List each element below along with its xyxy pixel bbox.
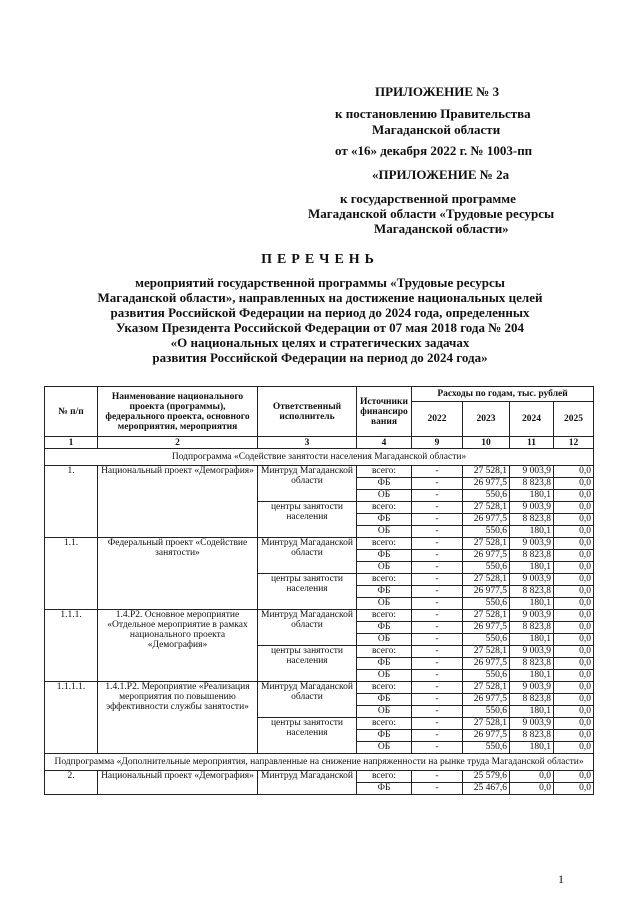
header-year: 2024 (510, 402, 554, 437)
value-cell: 9 003,9 (510, 718, 554, 730)
item-executor: центры занятости населения (258, 574, 357, 610)
header-source: Источники финансиро вания (357, 387, 412, 437)
header-year: 2022 (412, 402, 463, 437)
value-cell: - (412, 586, 463, 598)
appendix2-heading: «ПРИЛОЖЕНИЕ № 2а (372, 167, 510, 182)
value-cell: 26 977,5 (463, 478, 510, 490)
value-cell: 0,0 (554, 586, 594, 598)
value-cell: 180,1 (510, 598, 554, 610)
source-cell: всего: (357, 646, 412, 658)
document-subtitle (40, 275, 600, 365)
source-cell: ФБ (357, 658, 412, 670)
value-cell: 550,6 (463, 598, 510, 610)
value-cell: 26 977,5 (463, 514, 510, 526)
item-name: Национальный проект «Демография» (98, 466, 258, 538)
value-cell: 27 528,1 (463, 574, 510, 586)
value-cell: - (412, 562, 463, 574)
header-expenses: Расходы по годам, тыс. рублей (412, 387, 594, 402)
table-row (45, 771, 594, 783)
value-cell: 0,0 (554, 646, 594, 658)
program-line-2: Магаданской области «Трудовые ресурсы (308, 206, 555, 221)
value-cell: 550,6 (463, 526, 510, 538)
value-cell: - (412, 478, 463, 490)
value-cell: 0,0 (554, 730, 594, 742)
subprogram-row (45, 449, 594, 466)
value-cell: 8 823,8 (510, 622, 554, 634)
source-cell: ФБ (357, 730, 412, 742)
source-cell: всего: (357, 538, 412, 550)
source-cell: всего: (357, 610, 412, 622)
items-body (45, 466, 594, 754)
program-line-3: Магаданской области» (374, 221, 509, 236)
value-cell: 27 528,1 (463, 502, 510, 514)
value-cell: 27 528,1 (463, 682, 510, 694)
source-cell: ОБ (357, 598, 412, 610)
column-number: 4 (357, 437, 412, 449)
value-cell: 0,0 (554, 742, 594, 754)
table-row (45, 682, 594, 694)
value-cell: - (412, 718, 463, 730)
value-cell: 180,1 (510, 562, 554, 574)
value-cell: 0,0 (554, 526, 594, 538)
column-number: 1 (45, 437, 98, 449)
value-cell: 8 823,8 (510, 514, 554, 526)
value-cell: 0,0 (554, 682, 594, 694)
value-cell: - (412, 574, 463, 586)
table-header-row (45, 387, 594, 402)
value-cell: 0,0 (554, 562, 594, 574)
value-cell: - (412, 682, 463, 694)
value-cell: 180,1 (510, 526, 554, 538)
source-cell: всего: (357, 466, 412, 478)
value-cell: 27 528,1 (463, 610, 510, 622)
value-cell: 8 823,8 (510, 658, 554, 670)
value-cell: 550,6 (463, 562, 510, 574)
value-cell: 25 467,6 (463, 783, 510, 795)
value-cell: 26 977,5 (463, 586, 510, 598)
value-cell: 26 977,5 (463, 658, 510, 670)
item-num: 2. (45, 771, 98, 795)
item-executor: центры занятости населения (258, 718, 357, 754)
value-cell: 0,0 (554, 478, 594, 490)
subtitle-line: развития Российской Федерации на период до 2024 года, определенных (110, 305, 530, 320)
source-cell: всего: (357, 574, 412, 586)
decree-date-line: от «16» декабря 2022 г. № 1003-пп (335, 143, 533, 158)
column-number: 3 (258, 437, 357, 449)
source-cell: всего: (357, 718, 412, 730)
value-cell: 0,0 (554, 538, 594, 550)
subtitle-line: мероприятий государственной программы «Трудовые ресурсы (135, 275, 505, 290)
source-cell: всего: (357, 771, 412, 783)
item-num: 1.1.1.1. (45, 682, 98, 754)
value-cell: 0,0 (554, 718, 594, 730)
value-cell: 0,0 (554, 502, 594, 514)
value-cell: 0,0 (554, 550, 594, 562)
decree-line-1: к постановлению Правительства (335, 106, 531, 121)
value-cell: 0,0 (554, 622, 594, 634)
value-cell: 0,0 (554, 771, 594, 783)
source-cell: ФБ (357, 550, 412, 562)
item-name: 1.4.Р2. Основное мероприятие «Отдельное мероприятие в рамках национального проекта «Демография» (98, 610, 258, 682)
value-cell: 0,0 (554, 610, 594, 622)
item-executor: Минтруд Магаданской (258, 771, 357, 795)
value-cell: - (412, 550, 463, 562)
source-cell: ФБ (357, 783, 412, 795)
value-cell: 550,6 (463, 490, 510, 502)
value-cell: - (412, 706, 463, 718)
value-cell: 26 977,5 (463, 622, 510, 634)
value-cell: 26 977,5 (463, 550, 510, 562)
source-cell: ФБ (357, 514, 412, 526)
item-name: Федеральный проект «Содействие занятости» (98, 538, 258, 610)
value-cell: 180,1 (510, 706, 554, 718)
value-cell: 8 823,8 (510, 586, 554, 598)
item-num: 1. (45, 466, 98, 538)
value-cell: - (412, 670, 463, 682)
program-line-1: к государственной программе (340, 191, 516, 206)
value-cell: 0,0 (554, 634, 594, 646)
value-cell: - (412, 526, 463, 538)
value-cell: 0,0 (554, 490, 594, 502)
appendix-heading: ПРИЛОЖЕНИЕ № 3 (375, 84, 500, 99)
value-cell: - (412, 771, 463, 783)
subtitle-line: «О национальных целях и стратегических задачах (170, 335, 470, 350)
value-cell: - (412, 658, 463, 670)
value-cell: - (412, 538, 463, 550)
source-cell: ОБ (357, 742, 412, 754)
table-row (45, 610, 594, 622)
header-executor: Ответственный исполнитель (258, 387, 357, 437)
value-cell: - (412, 622, 463, 634)
value-cell: 27 528,1 (463, 538, 510, 550)
value-cell: 550,6 (463, 670, 510, 682)
value-cell: 180,1 (510, 670, 554, 682)
value-cell: 9 003,9 (510, 502, 554, 514)
table-row (45, 538, 594, 550)
value-cell: - (412, 502, 463, 514)
source-cell: ОБ (357, 490, 412, 502)
source-cell: ФБ (357, 622, 412, 634)
subtitle-line: развития Российской Федерации на период до 2024 года» (152, 350, 488, 365)
item-executor: Минтруд Магаданской области (258, 466, 357, 502)
value-cell: 550,6 (463, 742, 510, 754)
item-executor: Минтруд Магаданской области (258, 538, 357, 574)
item-executor: центры занятости населения (258, 646, 357, 682)
item-name: 1.4.1.Р2. Мероприятие «Реализация мероприятия по повышению эффективности службы занятости» (98, 682, 258, 754)
value-cell: 550,6 (463, 634, 510, 646)
value-cell: - (412, 610, 463, 622)
header-num: № п/п (45, 387, 98, 437)
value-cell: 9 003,9 (510, 646, 554, 658)
value-cell: 26 977,5 (463, 694, 510, 706)
value-cell: 9 003,9 (510, 682, 554, 694)
column-number: 12 (554, 437, 594, 449)
document-title: ПЕРЕЧЕНЬ (261, 252, 379, 267)
value-cell: 26 977,5 (463, 730, 510, 742)
value-cell: 9 003,9 (510, 574, 554, 586)
header-year: 2025 (554, 402, 594, 437)
value-cell: 0,0 (554, 466, 594, 478)
item-executor: центры занятости населения (258, 502, 357, 538)
item-name: Национальный проект «Демография» (98, 771, 258, 795)
source-cell: ФБ (357, 478, 412, 490)
value-cell: 9 003,9 (510, 466, 554, 478)
subtitle-line: Магаданской области», направленных на достижение национальных целей (97, 290, 543, 305)
source-cell: всего: (357, 682, 412, 694)
column-number: 11 (510, 437, 554, 449)
value-cell: - (412, 730, 463, 742)
item-num: 1.1. (45, 538, 98, 610)
column-number: 2 (98, 437, 258, 449)
value-cell: 0,0 (510, 783, 554, 795)
value-cell: 9 003,9 (510, 538, 554, 550)
value-cell: - (412, 783, 463, 795)
value-cell: 27 528,1 (463, 718, 510, 730)
value-cell: - (412, 694, 463, 706)
value-cell: 27 528,1 (463, 466, 510, 478)
value-cell: 25 579,6 (463, 771, 510, 783)
item-executor: Минтруд Магаданской области (258, 610, 357, 646)
source-cell: всего: (357, 502, 412, 514)
value-cell: - (412, 598, 463, 610)
header-year: 2023 (463, 402, 510, 437)
value-cell: - (412, 742, 463, 754)
value-cell: 0,0 (554, 514, 594, 526)
value-cell: - (412, 646, 463, 658)
value-cell: 180,1 (510, 742, 554, 754)
value-cell: - (412, 466, 463, 478)
header-name: Наименование национального проекта (программы), федерального проекта, основного мероприятия, мероприятия (98, 387, 258, 437)
source-cell: ОБ (357, 526, 412, 538)
value-cell: 550,6 (463, 706, 510, 718)
value-cell: - (412, 514, 463, 526)
subprogram-title: Подпрограмма «Содействие занятости населения Магаданской области» (45, 449, 594, 466)
source-cell: ОБ (357, 706, 412, 718)
column-numbers-row (45, 437, 594, 449)
subprogram-row (45, 754, 594, 771)
value-cell: 8 823,8 (510, 730, 554, 742)
source-cell: ОБ (357, 670, 412, 682)
value-cell: 0,0 (554, 658, 594, 670)
page-number: 1 (558, 872, 564, 886)
value-cell: 0,0 (510, 771, 554, 783)
column-number: 10 (463, 437, 510, 449)
value-cell: 180,1 (510, 634, 554, 646)
measures-table (44, 386, 594, 795)
value-cell: 0,0 (554, 694, 594, 706)
value-cell: 180,1 (510, 490, 554, 502)
value-cell: 0,0 (554, 670, 594, 682)
value-cell: 27 528,1 (463, 646, 510, 658)
value-cell: 8 823,8 (510, 550, 554, 562)
value-cell: 9 003,9 (510, 610, 554, 622)
source-cell: ОБ (357, 634, 412, 646)
subprogram-title: Подпрограмма «Дополнительные мероприятия, направленные на снижение напряженности на рынке труда Магаданской области» (45, 754, 594, 771)
item-executor: Минтруд Магаданской области (258, 682, 357, 718)
table-row (45, 466, 594, 478)
value-cell: 0,0 (554, 598, 594, 610)
item-num: 1.1.1. (45, 610, 98, 682)
value-cell: 8 823,8 (510, 478, 554, 490)
column-number: 9 (412, 437, 463, 449)
value-cell: 8 823,8 (510, 694, 554, 706)
value-cell: 0,0 (554, 706, 594, 718)
subtitle-line: Указом Президента Российской Федерации от 07 мая 2018 года № 204 (115, 320, 525, 335)
source-cell: ФБ (357, 586, 412, 598)
source-cell: ФБ (357, 694, 412, 706)
source-cell: ОБ (357, 562, 412, 574)
value-cell: 0,0 (554, 783, 594, 795)
value-cell: - (412, 490, 463, 502)
decree-line-2: Магаданской области (372, 122, 501, 137)
value-cell: - (412, 634, 463, 646)
value-cell: 0,0 (554, 574, 594, 586)
